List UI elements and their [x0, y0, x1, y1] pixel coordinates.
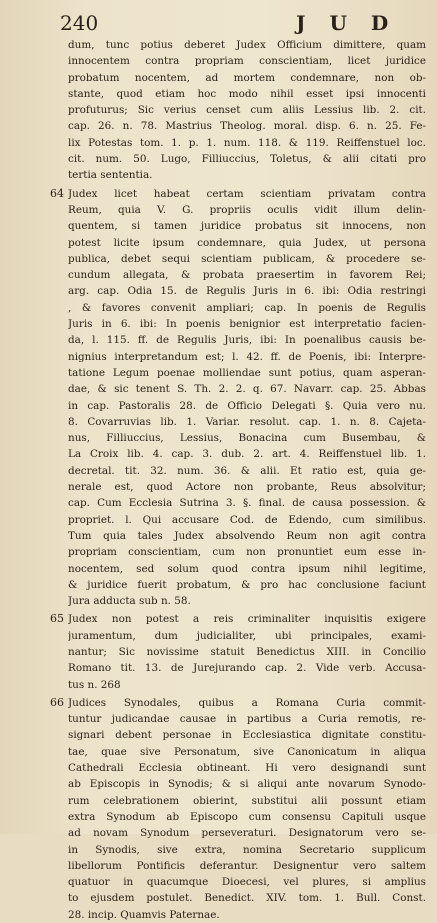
body-text [0, 37, 437, 923]
text-line: tertia sententia. [68, 169, 153, 182]
paragraph [0, 186, 437, 610]
text-line: propriet. l. Qui accusare Cod. de Edendo, cum similibus. [68, 513, 426, 526]
text-line: cap. 26. n. 78. Mastrius Theolog. moral. disp. 6. n. 25. Fe- [68, 120, 426, 133]
text-line: in cap. Pastoralis 28. de Officio Delegati §. Quia vero nu. [68, 399, 426, 412]
text-line: juramentum, dum judicialiter, ubi principales, exami- [68, 629, 426, 642]
text-line: probatum nocentem, ad mortem condemnare, non ob- [68, 71, 426, 84]
paragraph [0, 695, 437, 923]
text-line: ad novam Synodum perseveraturi. Designatorum vero se- [68, 827, 426, 840]
text-line: arg. cap. Odia 15. de Regulis Juris in 6. ibi: Odia restringi [68, 285, 426, 298]
text-line: & juridice fuerit probatum, & pro hac conclusione faciunt [68, 578, 426, 591]
text-line: quatuor in quacumque Dioecesi, vel plures, si amplius [68, 876, 426, 889]
text-line: nus, Filliuccius, Lessius, Bonacina cum Busembau, & [68, 432, 426, 445]
text-line: dae, & sic tenent S. Th. 2. 2. q. 67. Navarr. cap. 25. Abbas [68, 383, 426, 396]
text-line: da, l. 115. ff. de Regulis Juris, ibi: In poenalibus causis be- [68, 334, 426, 347]
text-line: signari debent personae in Ecclesiastica dignitate constitu- [68, 729, 426, 742]
running-head: JUD [296, 11, 413, 35]
text-line: nantur; Sic novissime statuit Benedictus XIII. in Concilio [68, 645, 426, 658]
text-line: ab Episcopis in Synodis; & si aliqui ante novarum Synodo- [68, 778, 426, 791]
text-line: in Synodis, sive extra, nomina Secretario supplicum [68, 843, 426, 856]
text-line: Judex non potest a reis criminaliter inquisitis exigere [68, 613, 426, 626]
text-line: Reum, quia V. G. propriis oculis vidit illum delin- [68, 203, 426, 216]
text-line: Romano tit. 13. de Jurejurando cap. 2. Vide verb. Accusa- [68, 662, 426, 675]
paragraph-number: 65 [50, 612, 64, 626]
text-line: decretal. tit. 32. num. 36. & alii. Et ratio est, quia ge- [68, 464, 426, 477]
text-line: quentem, si tamen juridice probatus sit innocens, non [68, 220, 426, 233]
text-line: libellorum Pontificis deferantur. Designentur vero saltem [68, 859, 426, 872]
text-line: profuturus; Sic verius censet cum aliis Lessius lib. 2. cit. [68, 104, 426, 117]
paragraph [0, 611, 437, 692]
text-line: tatione Legum poenae molliendae sunt potius, quam asperan- [68, 366, 426, 379]
text-line: publica, debet sequi scientiam publicam, & procedere se- [68, 252, 426, 265]
page-header [0, 10, 437, 36]
text-line: Cathedrali Ecclesia obtineant. Hi vero designandi sunt [68, 762, 426, 775]
text-line: dum, tunc potius deberet Judex Officium dimittere, quam [68, 39, 426, 51]
text-line: cap. Cum Ecclesia Sutrina 3. §. final. de causa possession. & [68, 497, 426, 510]
page-number: 240 [60, 11, 99, 35]
paragraph-number: 66 [50, 695, 64, 709]
text-line: Jura adducta sub n. 58. [68, 595, 191, 608]
text-line: stante, quod etiam hoc modo nihil esset ipsi innocenti [68, 87, 426, 100]
text-line: nocentem, sed solum quod contra ipsum nihil legitime, [68, 562, 426, 575]
text-line: potest licite ipsum condemnare, quia Judex, ut persona [68, 236, 426, 249]
text-line: Judices Synodales, quibus a Romana Curia commit- [68, 696, 426, 709]
text-line: Juris in 6. ibi: In poenis benignior est interpretatio facien- [68, 318, 426, 331]
text-line: cundum allegata, & probata praesertim in favorem Rei; [68, 269, 426, 282]
text-line: tae, quae sive Personatum, sive Canonicatum in aliqua [68, 745, 426, 758]
text-line: Judex licet habeat certam scientiam privatam contra [68, 187, 426, 200]
text-line: to ejusdem postulet. Benedict. XIV. tom. 1. Bull. Const. [68, 892, 426, 905]
text-line: rum celebrationem obierint, substitui alii possunt etiam [68, 794, 426, 807]
paragraph-number: 64 [50, 186, 64, 200]
text-line: nignius interpretandum est; l. 42. ff. de Poenis, ibi: Interpre- [68, 350, 426, 363]
text-line: 28. incip. Quamvis Paternae. [68, 908, 220, 921]
text-line: , & favores convenit ampliari; cap. In poenis de Regulis [68, 301, 426, 314]
text-line: tus n. 268 [68, 678, 121, 691]
text-line: 8. Covarruvias lib. 1. Variar. resolut. cap. 1. n. 8. Cajeta- [68, 415, 426, 428]
text-line: tuntur judicandae causae in partibus a Curia remotis, re- [68, 713, 426, 726]
text-line: Tum quia tales Judex absolvendo Reum non agit contra [68, 529, 426, 542]
text-line: extra Synodum ab Episcopo cum consensu Capituli usque [68, 810, 426, 823]
text-line: nerale est, quod Actore non probante, Reus absolvitur; [68, 481, 426, 494]
text-line: cit. num. 50. Lugo, Filliuccius, Toletus, & alii citati pro [68, 153, 426, 166]
text-line: propriam conscientiam, cum non pronuntiet eum esse in- [68, 546, 426, 559]
text-line: innocentem contra propriam conscientiam, licet juridice [68, 55, 426, 68]
text-line: lix Potestas tom. 1. p. 1. num. 118. & 119. Reiffenstuel loc. [68, 136, 426, 149]
paragraph [0, 37, 437, 184]
text-line: La Croix lib. 4. cap. 3. dub. 2. art. 4. Reiffenstuel lib. 1. [68, 448, 426, 461]
